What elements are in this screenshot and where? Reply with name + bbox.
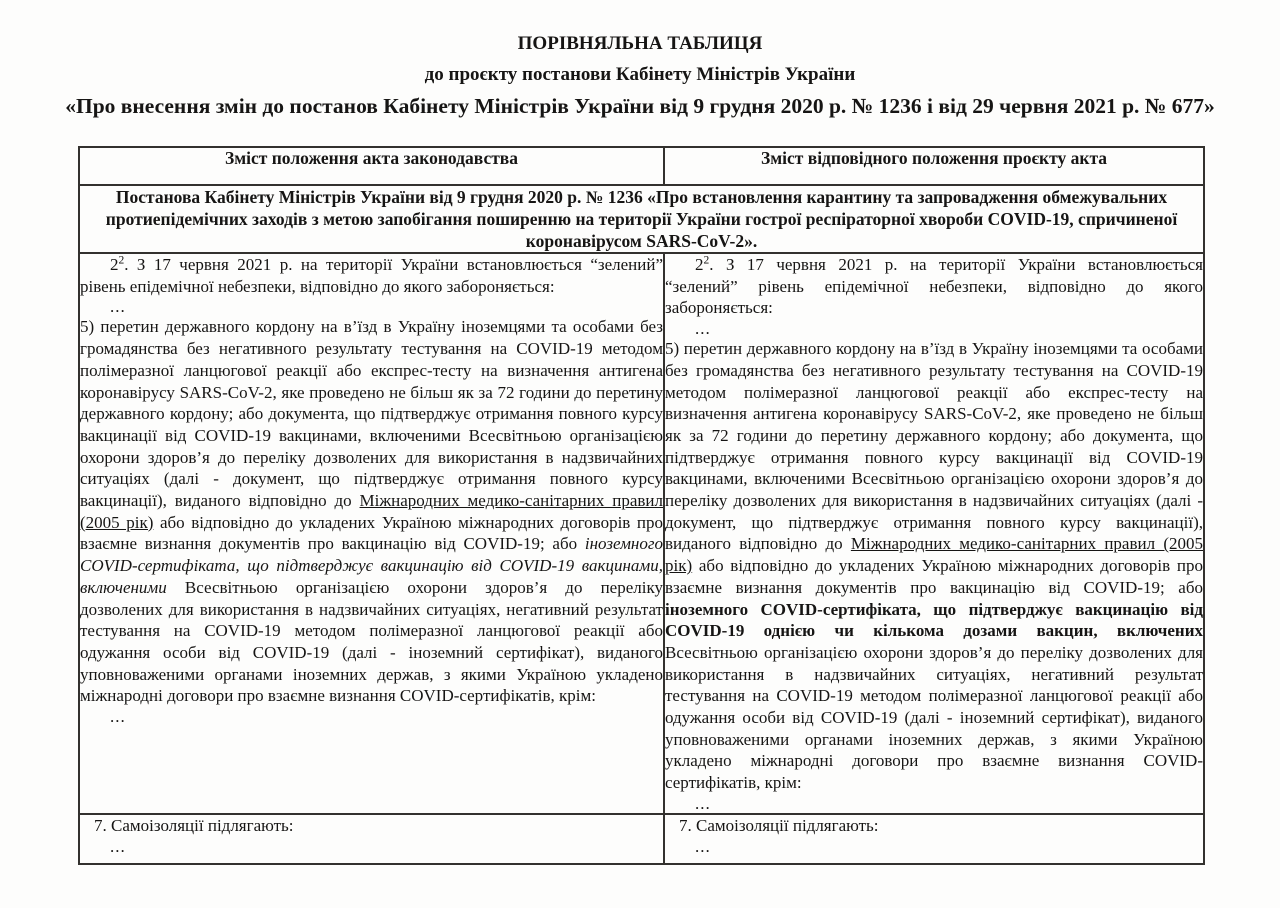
paragraph-point7: 7. Самоізоляції підлягають:: [679, 815, 879, 835]
cell-law-point7: [79, 814, 664, 864]
point5-text-end: Всесвітньою організацією охорони здоров’я до переліку дозволених для використання в надзвичайних ситуаціях, негативний результат тестування на COVID-19 методом полімеразної ланцюгової реакції або одужання особи від COVID-19 (далі - іноземний сертифікат), виданого уповноваженими органами іноземних держав, з якими Україною укладено міжнародні договори про взаємне визнання COVID-сертифікатів, крім:: [665, 642, 1203, 793]
cell-draft-text: [664, 253, 1204, 814]
bold-amended-segment: іноземного COVID-сертифіката, що підтверджує вакцинацію від COVID-19 однією чи кількома дозами вакцин, включених: [665, 599, 1203, 641]
point-number: 2: [695, 255, 704, 274]
ellipsis-line: ...: [695, 319, 711, 339]
point-text: . З 17 червня 2021 р. на території України встановлюється “зелений” рівень епідемічної небезпеки, відповідно до якого забороняється:: [665, 255, 1203, 318]
column-header-law: Зміст положення акта законодавства: [79, 147, 664, 185]
point-text: . З 17 червня 2021 р. на території України встановлюється “зелений” рівень епідемічної небезпеки, відповідно до якого забороняється:: [80, 255, 663, 296]
point-number: 2: [110, 255, 119, 274]
paragraph-point2: [80, 254, 663, 297]
underlined-reference: Міжнародних медико-санітарних правил (2005 рік): [80, 491, 663, 532]
page-subtitle: до проєкту постанови Кабінету Міністрів України: [424, 64, 856, 85]
paragraph-point5: [80, 316, 663, 707]
point5-text-middle: або відповідно до укладених Україною міжнародних договорів про взаємне визнання документів про вакцинацію від COVID-19; або: [80, 512, 663, 554]
paragraph-point5: [665, 338, 1203, 794]
section-title: Постанова Кабінету Міністрів України від 9 грудня 2020 р. № 1236 «Про встановлення карантину та запровадження обмежувальних протиепідемічних заходів з метою запобігання поширенню на території України гострої респіраторної хвороби COVID-19, спричиненої коронавірусом SARS-CoV-2».: [79, 185, 1204, 253]
ellipsis-line: ...: [695, 793, 711, 813]
underlined-reference: Міжнародних медико-санітарних правил (2005 рік): [665, 534, 1203, 576]
column-header-draft: Зміст відповідного положення проєкту акта: [664, 147, 1204, 185]
point5-text-end: Всесвітньою організацією охорони здоров’я до переліку дозволених для використання в надзвичайних ситуаціях, негативний результат тестування на COVID-19 методом полімеразної ланцюгової реакції або одужання особи від COVID-19 (далі - іноземний сертифікат), виданого уповноваженими органами іноземних держав, з якими Україною укладено міжнародні договори про взаємне визнання COVID-сертифікатів, крім:: [80, 577, 663, 706]
cell-draft-point7: [664, 814, 1204, 864]
page-title: ПОРІВНЯЛЬНА ТАБЛИЦЯ: [517, 33, 763, 54]
superscript-index: 2: [703, 254, 710, 267]
ellipsis-line: ...: [110, 707, 126, 727]
cell-law-text: [79, 253, 664, 814]
point5-text-start: 5) перетин державного кордону на в’їзд в Україну іноземцями та особами без громадянства без негативного результату тестування на COVID-19 методом полімеразної ланцюгової реакції або експрес-тесту на визначення антигена коронавірусу SARS-CoV-2, яке проведено не більш як за 72 години до перетину державного кордону; або документа, що підтверджує отримання повного курсу вакцинації від COVID-19 вакцинами, включеними Всесвітньою організацією охорони здоров’я до переліку дозволених для використання в надзвичайних ситуаціях (далі - документ, що підтверджує отримання повного курсу вакцинації), виданого відповідно до: [665, 339, 1203, 554]
paragraph-point7: 7. Самоізоляції підлягають:: [94, 815, 294, 835]
comparison-table: [78, 146, 1205, 865]
point5-text-middle: або відповідно до укладених Україною міжнародних договорів про взаємне визнання документів про вакцинацію від COVID-19; або: [665, 556, 1203, 597]
document-header: [0, 0, 1280, 119]
ellipsis-line: ...: [110, 836, 126, 856]
point5-text-start: 5) перетин державного кордону на в’їзд в Україну іноземцями та особами без громадянства без негативного результату тестування на COVID-19 методом полімеразної ланцюгової реакції або експрес-тесту на визначення антигена коронавірусу SARS-CoV-2, яке проведено не більш як за 72 години до перетину державного кордону; або документа, що підтверджує отримання повного курсу вакцинації від COVID-19 вакцинами, включеними Всесвітньою організацією охорони здоров’я до переліку дозволених для використання в надзвичайних ситуаціях (далі - документ, що підтверджує отримання повного курсу вакцинації), виданого відповідно до: [80, 317, 663, 511]
ellipsis-line: ...: [110, 297, 126, 317]
table-header-row: [79, 147, 1204, 185]
section-title-row: [79, 185, 1204, 253]
paragraph-point2: [665, 254, 1203, 319]
ellipsis-line: ...: [695, 836, 711, 856]
italic-segment: іноземного COVID-сертифіката, що підтверджує вакцинацію від COVID-19 вакцинами, включеними: [80, 534, 663, 597]
superscript-index: 2: [118, 254, 125, 267]
table-row: [79, 814, 1204, 864]
decree-title: «Про внесення змін до постанов Кабінету Міністрів України від 9 грудня 2020 р. № 1236 і від 29 червня 2021 р. № 677»: [65, 94, 1215, 118]
table-row: [79, 253, 1204, 814]
